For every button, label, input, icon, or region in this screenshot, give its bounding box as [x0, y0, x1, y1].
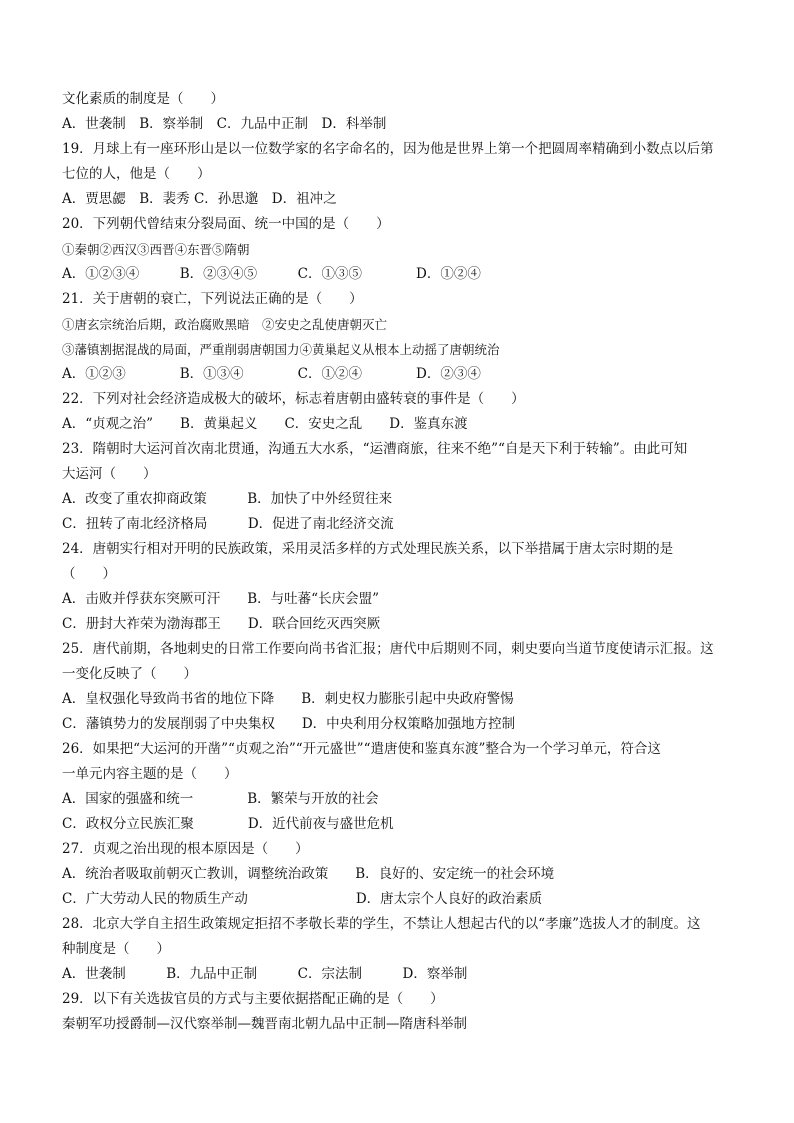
text-line: （ ） [62, 566, 116, 582]
question-text-block [62, 87, 732, 1037]
text-line: 七位的人，他是（ ） [62, 166, 211, 182]
text-line: A．“贞观之治” B．黄巢起义 C．安史之乱 D．鉴真东渡 [62, 416, 468, 432]
text-line: 24．唐朝实行相对开明的民族政策，采用灵活多样的方式处理民族关系，以下举措属于唐太宗时期的是 [62, 541, 674, 557]
text-line: A．世袭制 B．察举制 C．九品中正制 D．科举制 [62, 116, 387, 132]
text-line: 大运河（ ） [62, 466, 157, 482]
text-line: A．皇权强化导致尚书省的地位下降 B．刺史权力膨胀引起中央政府警惕 [62, 691, 514, 707]
text-line: A．击败并俘获东突厥可汗 B．与吐蕃“长庆会盟” [62, 591, 379, 607]
text-line: 29．以下有关选拔官员的方式与主要依据搭配正确的是（ ） [62, 991, 444, 1007]
text-line: 秦朝军功授爵制—汉代察举制—魏晋南北朝九品中正制—隋唐科举制 [62, 1016, 467, 1032]
text-line: 19．月球上有一座环形山是以一位数学家的名字命名的，因为他是世界上第一个把圆周率精确到小数点以后第 [62, 141, 714, 157]
text-line: 种制度是（ ） [62, 941, 170, 957]
text-line: ①秦朝②西汉③西晋④东晋⑤隋朝 [62, 242, 250, 257]
text-line: C．广大劳动人民的物质生产动 D．唐太宗个人良好的政治素质 [62, 891, 543, 907]
text-line: A．国家的强盛和统一 B．繁荣与开放的社会 [62, 791, 379, 807]
text-line: A．统治者吸取前朝灭亡教训，调整统治政策 B．良好的、安定统一的社会环境 [62, 866, 555, 882]
text-line: 27．贞观之治出现的根本原因是（ ） [62, 841, 309, 857]
text-line: 20．下列朝代曾结束分裂局面、统一中国的是（ ） [62, 216, 390, 232]
text-line: C．藩镇势力的发展削弱了中央集权 D．中央利用分权策略加强地方控制 [62, 716, 516, 732]
text-line: A．改变了重农抑商政策 B．加快了中外经贸往来 [62, 491, 393, 507]
text-line: A．①②③ B．①③④ C．①②④ D．②③④ [62, 366, 481, 382]
text-line: 22．下列对社会经济造成极大的破坏，标志着唐朝由盛转衰的事件是（ ） [62, 391, 525, 407]
text-line: A．世袭制 B．九品中正制 C．宗法制 D．察举制 [62, 966, 468, 982]
text-line: 26．如果把“大运河的开凿”“贞观之治”“开元盛世”“遣唐使和鉴真东渡”整合为一个学习单元，符合这 [62, 741, 661, 757]
text-line: C．政权分立民族汇聚 D．近代前夜与盛世危机 [62, 816, 394, 832]
text-line: A．贾思勰 B．裴秀 C．孙思邈 D．祖冲之 [62, 191, 337, 207]
text-line: 一单元内容主题的是（ ） [62, 766, 238, 782]
text-line: 文化素质的制度是（ ） [62, 91, 224, 107]
text-line: ③藩镇割据混战的局面，严重削弱唐朝国力④黄巢起义从根本上动摇了唐朝统治 [62, 342, 500, 357]
text-line: A．①②③④ B．②③④⑤ C．①③⑤ D．①②④ [62, 266, 481, 282]
text-line: ①唐玄宗统治后期，政治腐败黑暗 ②安史之乱使唐朝灭亡 [62, 317, 388, 332]
text-line: C．扭转了南北经济格局 D．促进了南北经济交流 [62, 516, 394, 532]
text-line: 28．北京大学自主招生政策规定拒招不孝敬长辈的学生，不禁让人想起古代的以“孝廉”选拔人才的制度。这 [62, 916, 701, 932]
text-line: 21．关于唐朝的衰亡，下列说法正确的是（ ） [62, 291, 363, 307]
text-line: 一变化反映了（ ） [62, 666, 197, 682]
text-line: C．册封大祚荣为渤海郡王 D．联合回纥灭西突厥 [62, 616, 381, 632]
text-line: 25．唐代前期，各地刺史的日常工作要向尚书省汇报；唐代中后期则不同，刺史要向当道节度使请示汇报。这 [62, 641, 714, 657]
text-line: 23．隋朝时大运河首次南北贯通，沟通五大水系，“运漕商旅，往来不绝”“自是天下利于转输”。由此可知 [62, 441, 688, 457]
